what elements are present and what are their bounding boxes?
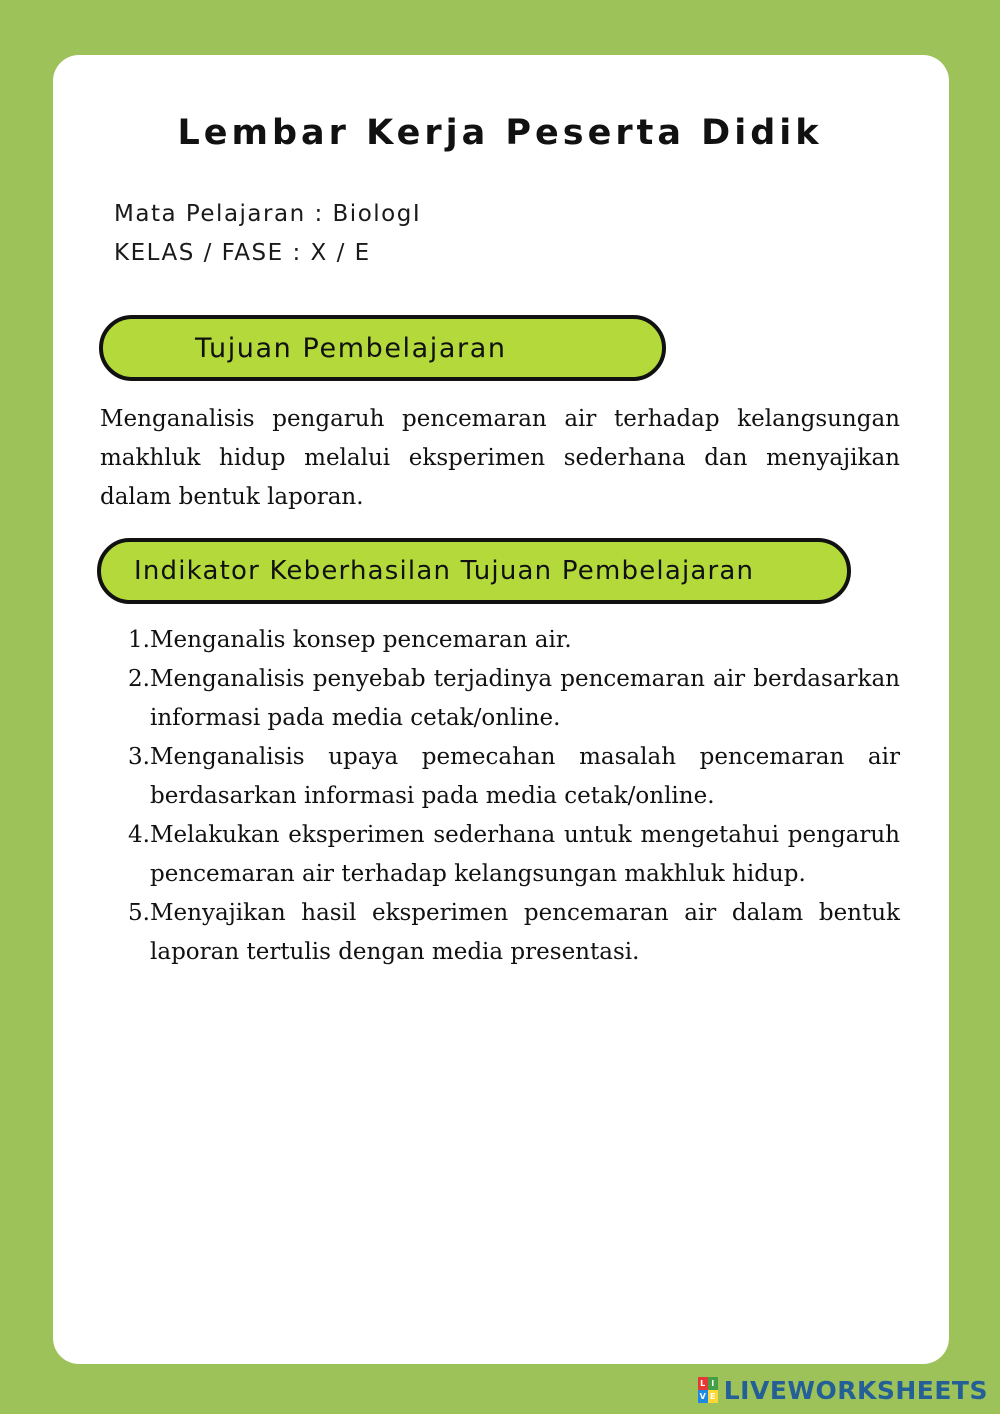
indicators-heading-label: Indikator Keberhasilan Tujuan Pembelajaran — [134, 556, 755, 586]
learning-goal-heading-label: Tujuan Pembelajaran — [195, 332, 507, 364]
list-item — [120, 621, 900, 660]
list-item-text: Menganalisis penyebab terjadinya pencemaran air berdasarkan informasi pada media cetak/online. — [150, 666, 900, 731]
list-item-number: 5. — [128, 900, 150, 926]
brand-name: LIVEWORKSHEETS — [723, 1375, 988, 1405]
list-item — [120, 894, 900, 972]
list-item-text: Melakukan eksperimen sederhana untuk mengetahui pengaruh pencemaran air terhadap kelangsungan makhluk hidup. — [150, 822, 900, 887]
indicator-list — [120, 621, 900, 972]
subject-line: Mata Pelajaran : BiologI — [114, 201, 422, 227]
liveworksheets-brand[interactable] — [698, 1373, 988, 1407]
liveworksheets-logo-icon — [698, 1377, 718, 1403]
logo-letter: V — [699, 1392, 706, 1401]
list-item-text: Menganalis konsep pencemaran air. — [150, 627, 572, 653]
list-item — [120, 738, 900, 816]
learning-goal-heading — [99, 315, 666, 381]
list-item — [120, 816, 900, 894]
logo-letter: L — [698, 1377, 708, 1390]
list-item-text: Menyajikan hasil eksperimen pencemaran air dalam bentuk laporan tertulis dengan media presentasi. — [150, 900, 900, 965]
list-item-number: 2. — [128, 666, 150, 692]
logo-letter: I — [708, 1377, 718, 1390]
learning-goal-text: Menganalisis pengaruh pencemaran air terhadap kelangsungan makhluk hidup melalui eksperimen sederhana dan menyajikan dalam bentuk laporan. — [100, 406, 900, 510]
list-item — [120, 660, 900, 738]
list-item-text: Menganalisis upaya pemecahan masalah pencemaran air berdasarkan informasi pada media cetak/online. — [150, 744, 900, 809]
logo-letter: E — [708, 1390, 718, 1403]
list-item-number: 1. — [128, 627, 150, 653]
list-item-number: 3. — [128, 744, 150, 770]
list-item-number: 4. — [128, 822, 150, 848]
worksheet-title: Lembar Kerja Peserta Didik — [177, 113, 823, 153]
indicators-heading — [97, 538, 851, 604]
class-line: KELAS / FASE : X / E — [114, 240, 371, 266]
